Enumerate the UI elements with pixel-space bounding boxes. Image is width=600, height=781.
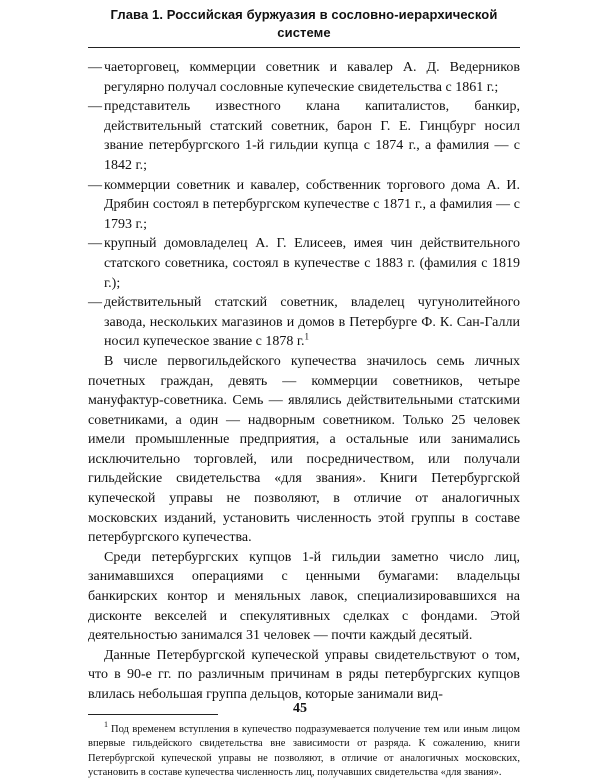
list-item: [88, 293, 520, 352]
list-item-text: чаеторговец, коммерции советник и кавалер А. Д. Ведерников регулярно получал сословные купеческие свидетельства с 1861 г.;: [104, 60, 520, 95]
list-item: [88, 97, 520, 175]
dash-marker: —: [88, 236, 102, 252]
footnote: [88, 720, 520, 781]
footnote-mark: 1: [104, 720, 108, 730]
list-item-text: коммерции советник и кавалер, собственник торгового дома А. И. Дрябин состоял в петербургском купечестве с 1871 г., а фамилия — с 1793 г.;: [104, 177, 520, 232]
list-item: [88, 234, 520, 293]
paragraph: Данные Петербургской купеческой управы свидетельствуют о том, что в 90-е гг. по различным причинам в ряды петербургских купцов влилась небольшая группа дельцов, которые занимали вид-: [88, 647, 520, 702]
running-header: Глава 1. Российская буржуазия в сословно-иерархической системе: [88, 6, 520, 48]
list-item-text: крупный домовладелец А. Г. Елисеев, имея чин действительного статского советника, состоял в купечестве с 1883 г. (фамилия с 1819 г.);: [104, 236, 520, 291]
main-text: [88, 58, 520, 705]
paragraph: В числе первогильдейского купечества значилось семь личных почетных граждан, девять — коммерции советников, четыре мануфактур-советника. Семь — являлись действительными статскими советниками, а один — надворным советником. Только 25 человек имели промышленные предприятия, а остальные или занимались исключительно торговлей, или посредничеством, или получали гильдейские свидетельства «для звания». Книги Петербургской купеческой управы не позволяют, в отличие от аналогичных московских изданий, установить численность этой группы в составе петербургского купечества.: [88, 353, 520, 546]
merchant-list: [88, 58, 520, 352]
dash-marker: —: [88, 295, 102, 311]
page-number: 45: [293, 701, 307, 716]
list-item: [88, 176, 520, 235]
dash-marker: —: [88, 60, 102, 75]
footnote-text: Под временем вступления в купечество подразумевается получение тем или иным лицом впервые гильдейского свидетельства вне зависимости от разряда. К сожалению, книги Петербургской купеческой управы не позволяют, в отличие от аналогичных московских, установить в составе купечества численность лиц, получавших свидетельства «для звания».: [88, 723, 520, 779]
list-item: [88, 58, 520, 97]
dash-marker: —: [88, 177, 102, 193]
list-item-text: действительный статский советник, владелец чугунолитейного завода, нескольких магазинов и домов в Петербурге Ф. К. Сан-Галли носил купеческое звание с 1878 г.: [104, 295, 520, 350]
list-item-text: представитель известного клана капиталистов, банкир, действительный статский советник, барон Г. Е. Гинцбург носил звание петербургского 1-й гильдии купца с 1874 г., а фамилия — с 1842 г.;: [104, 99, 520, 173]
book-page: [88, 6, 520, 781]
paragraph: Среди петербургских купцов 1-й гильдии заметно число лиц, занимавшихся операциями с ценными бумагами: владельцы банкирских контор и меняльных лавок, специализировавшихся на дисконте векселей и спекулятивных сделках с фондами. Этой деятельностью занимался 31 человек — почти каждый десятый.: [88, 549, 520, 644]
dash-marker: —: [88, 99, 102, 115]
footnote-reference[interactable]: 1: [304, 331, 310, 342]
